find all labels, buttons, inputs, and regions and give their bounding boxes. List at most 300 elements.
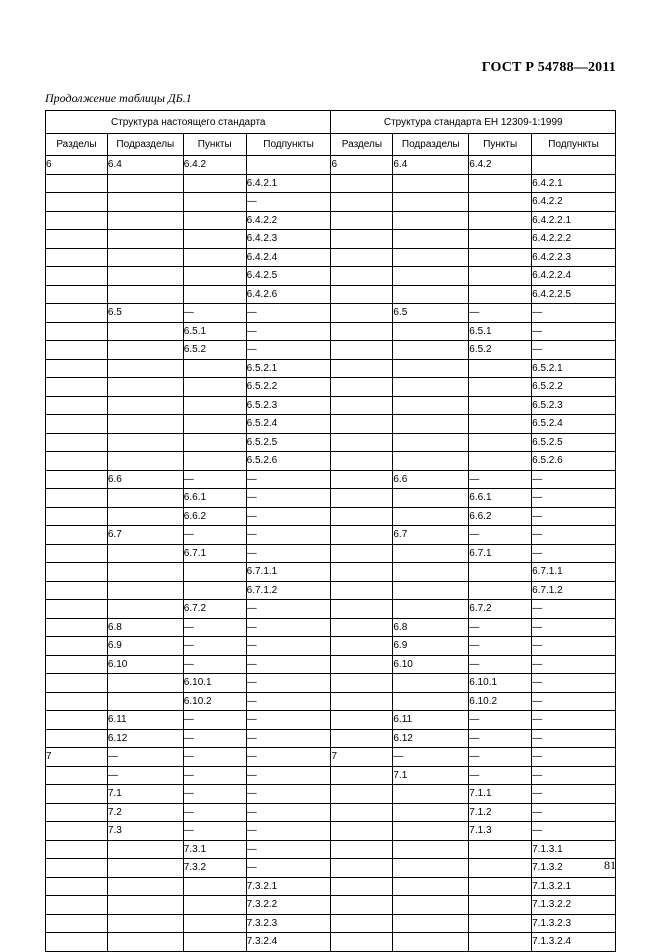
table-cell: — (183, 785, 246, 804)
table-row (46, 526, 616, 545)
table-cell: — (469, 748, 532, 767)
table-cell: 7.1.3.2.1 (532, 877, 616, 896)
table-cell: 6.7 (107, 526, 183, 545)
table-cell: — (107, 748, 183, 767)
table-cell (331, 803, 393, 822)
table-cell: — (183, 748, 246, 767)
table-cell: 7.3.2.3 (246, 914, 331, 933)
table-row (46, 655, 616, 674)
table-cell (46, 359, 108, 378)
table-cell (46, 581, 108, 600)
table-cell (393, 174, 469, 193)
table-cell: — (246, 803, 331, 822)
table-cell: 6.4.2 (183, 156, 246, 175)
table-cell (331, 415, 393, 434)
table-cell: 7.3 (107, 822, 183, 841)
table-cell (331, 230, 393, 249)
table-cell: — (532, 803, 616, 822)
table-cell (183, 285, 246, 304)
table-cell: — (183, 655, 246, 674)
table-cell (46, 544, 108, 563)
table-cell: — (532, 785, 616, 804)
table-cell: 6.9 (107, 637, 183, 656)
table-cell: 6.4.2.2.1 (532, 211, 616, 230)
table-cell: 6.6.1 (183, 489, 246, 508)
table-cell (393, 822, 469, 841)
table-cell (469, 378, 532, 397)
table-cell: — (469, 637, 532, 656)
table-cell: 6.10.1 (183, 674, 246, 693)
table-cell (107, 563, 183, 582)
table-cell: 6.5.2.1 (246, 359, 331, 378)
table-cell (331, 766, 393, 785)
table-cell (393, 415, 469, 434)
table-cell (331, 267, 393, 286)
table-row (46, 396, 616, 415)
table-cell (107, 211, 183, 230)
table-cell: 6.5.2.3 (532, 396, 616, 415)
column-header-subclauses-right: Подпункты (532, 134, 616, 156)
table-cell: — (469, 711, 532, 730)
table-cell: 6.7 (393, 526, 469, 545)
table-cell: — (246, 470, 331, 489)
group-header-row (46, 111, 616, 134)
table-cell: — (246, 711, 331, 730)
table-cell (393, 840, 469, 859)
table-cell (393, 600, 469, 619)
table-cell: 6.4.2.5 (246, 267, 331, 286)
table-cell (331, 322, 393, 341)
table-row (46, 785, 616, 804)
table-cell (46, 859, 108, 878)
table-row (46, 822, 616, 841)
table-cell (46, 933, 108, 952)
table-cell (107, 267, 183, 286)
table-cell (46, 600, 108, 619)
table-cell (331, 581, 393, 600)
table-cell: 6.5.2.4 (246, 415, 331, 434)
table-cell (183, 193, 246, 212)
table-cell: 6.4.2.2.2 (532, 230, 616, 249)
table-cell: — (246, 507, 331, 526)
table-cell: 6.7.1.1 (246, 563, 331, 582)
table-cell (331, 341, 393, 360)
table-row (46, 304, 616, 323)
table-cell: — (532, 489, 616, 508)
table-cell: — (469, 304, 532, 323)
table-cell: 7.1.1 (469, 785, 532, 804)
table-cell (393, 359, 469, 378)
table-cell: 6.8 (107, 618, 183, 637)
table-cell: 6.7.2 (469, 600, 532, 619)
table-cell: 6.5.2.2 (246, 378, 331, 397)
table-cell (331, 193, 393, 212)
table-cell: 6.11 (107, 711, 183, 730)
table-cell: — (246, 600, 331, 619)
table-cell: 6.10.2 (183, 692, 246, 711)
table-cell (46, 896, 108, 915)
table-cell (46, 618, 108, 637)
table-cell (107, 914, 183, 933)
table-cell (46, 637, 108, 656)
table-cell (331, 822, 393, 841)
table-row (46, 840, 616, 859)
table-cell: 7.1.3.1 (532, 840, 616, 859)
table-cell (46, 193, 108, 212)
table-cell: — (183, 766, 246, 785)
table-cell (331, 729, 393, 748)
table-cell (393, 396, 469, 415)
column-header-sections-right: Разделы (331, 134, 393, 156)
table-cell: 6.4.2 (469, 156, 532, 175)
table-cell (46, 378, 108, 397)
table-cell: 6.4.2.2.4 (532, 267, 616, 286)
table-cell: 6.5 (107, 304, 183, 323)
table-cell (46, 452, 108, 471)
table-row (46, 230, 616, 249)
table-cell (107, 896, 183, 915)
table-cell (331, 378, 393, 397)
table-cell (46, 766, 108, 785)
table-row (46, 748, 616, 767)
table-cell (183, 378, 246, 397)
table-cell: 6.4.2.1 (532, 174, 616, 193)
table-cell (393, 933, 469, 952)
table-cell: 7.3.2 (183, 859, 246, 878)
table-row (46, 507, 616, 526)
table-cell: 6.4.2.2 (246, 211, 331, 230)
table-cell (183, 248, 246, 267)
table-cell: 6.5.2.3 (246, 396, 331, 415)
table-cell: 6.4 (393, 156, 469, 175)
table-row (46, 600, 616, 619)
table-cell (469, 933, 532, 952)
table-cell (469, 914, 532, 933)
table-cell: 6.12 (107, 729, 183, 748)
table-cell (469, 896, 532, 915)
table-caption: Продолжение таблицы ДБ.1 (45, 91, 192, 105)
table-cell (46, 729, 108, 748)
table-cell (393, 581, 469, 600)
table-row (46, 267, 616, 286)
table-cell: — (532, 766, 616, 785)
table-cell (331, 452, 393, 471)
table-cell: 7.1.3.2 (532, 859, 616, 878)
table-cell (393, 193, 469, 212)
table-cell (331, 711, 393, 730)
table-cell (183, 359, 246, 378)
table-cell (46, 433, 108, 452)
table-cell: 6.12 (393, 729, 469, 748)
table-cell (46, 341, 108, 360)
table-row (46, 637, 616, 656)
table-cell: 7 (46, 748, 108, 767)
group-header-en-standard: Структура стандарта ЕН 12309-1:1999 (331, 111, 616, 134)
table-cell (46, 211, 108, 230)
table-cell (331, 859, 393, 878)
table-row (46, 359, 616, 378)
table-cell (393, 433, 469, 452)
table-cell: 7.3.2.1 (246, 877, 331, 896)
table-cell (183, 230, 246, 249)
table-cell: 7.1.3 (469, 822, 532, 841)
table-cell (107, 285, 183, 304)
standard-code-header: ГОСТ Р 54788—2011 (481, 60, 616, 75)
table-cell: 6.4 (107, 156, 183, 175)
table-cell: — (246, 193, 331, 212)
table-cell (393, 248, 469, 267)
table-cell (331, 896, 393, 915)
table-cell: — (532, 544, 616, 563)
table-cell: 7.3.2.4 (246, 933, 331, 952)
table-row (46, 544, 616, 563)
table-cell (532, 156, 616, 175)
table-cell (331, 674, 393, 693)
table-cell: — (183, 729, 246, 748)
table-cell: 6.10.1 (469, 674, 532, 693)
table-cell (469, 433, 532, 452)
table-cell: — (246, 341, 331, 360)
table-cell (469, 840, 532, 859)
table-row (46, 859, 616, 878)
table-row (46, 692, 616, 711)
table-row (46, 322, 616, 341)
table-cell (469, 248, 532, 267)
table-cell (46, 840, 108, 859)
table-cell: — (246, 544, 331, 563)
table-cell (183, 433, 246, 452)
table-cell (46, 470, 108, 489)
table-cell: — (532, 507, 616, 526)
table-cell (393, 692, 469, 711)
table-cell (46, 489, 108, 508)
table-cell: — (246, 748, 331, 767)
table-cell (183, 267, 246, 286)
table-cell (183, 896, 246, 915)
table-cell: — (246, 304, 331, 323)
table-cell (331, 359, 393, 378)
table-cell: 6.10 (107, 655, 183, 674)
table-cell (107, 174, 183, 193)
table-cell: — (183, 822, 246, 841)
table-cell (393, 452, 469, 471)
table-cell (107, 396, 183, 415)
table-cell (46, 877, 108, 896)
table-cell: — (183, 803, 246, 822)
table-cell: — (246, 785, 331, 804)
table-cell (331, 914, 393, 933)
table-cell (46, 304, 108, 323)
table-cell: 6.5.1 (469, 322, 532, 341)
table-cell: — (469, 618, 532, 637)
table-cell: 6.7.1 (183, 544, 246, 563)
column-header-subsections-right: Подразделы (393, 134, 469, 156)
table-cell: 6.5.2.4 (532, 415, 616, 434)
column-header-subclauses-left: Подпункты (246, 134, 331, 156)
table-cell (183, 452, 246, 471)
table-cell: 6.6.2 (183, 507, 246, 526)
table-cell (46, 692, 108, 711)
table-cell: — (183, 470, 246, 489)
table-cell: 6.5.2.1 (532, 359, 616, 378)
table-cell: 6.7.1.2 (532, 581, 616, 600)
table-cell (46, 822, 108, 841)
table-cell (331, 840, 393, 859)
table-cell (331, 248, 393, 267)
table-cell: — (183, 711, 246, 730)
table-cell (46, 230, 108, 249)
table-cell (469, 452, 532, 471)
table-cell (469, 563, 532, 582)
table-cell (393, 803, 469, 822)
table-cell: 6.4.2.3 (246, 230, 331, 249)
table-cell (469, 581, 532, 600)
table-cell: 6.4.2.2.3 (532, 248, 616, 267)
table-row (46, 174, 616, 193)
table-cell: 6.4.2.1 (246, 174, 331, 193)
table-row (46, 470, 616, 489)
table-cell: — (183, 304, 246, 323)
table-cell (469, 285, 532, 304)
table-cell (183, 877, 246, 896)
table-cell: — (183, 526, 246, 545)
table-cell: — (469, 729, 532, 748)
table-cell: — (246, 322, 331, 341)
table-cell: — (246, 655, 331, 674)
table-cell (107, 230, 183, 249)
comparison-table (45, 110, 616, 952)
table-row (46, 415, 616, 434)
table-cell: 6.6.1 (469, 489, 532, 508)
table-cell (107, 489, 183, 508)
table-cell: — (393, 748, 469, 767)
table-cell (46, 396, 108, 415)
table-row (46, 729, 616, 748)
table-cell (331, 785, 393, 804)
table-row (46, 433, 616, 452)
table-cell (107, 877, 183, 896)
table-cell (107, 341, 183, 360)
table-cell (331, 507, 393, 526)
table-cell (393, 877, 469, 896)
table-row (46, 285, 616, 304)
table-cell (393, 267, 469, 286)
table-cell: — (246, 637, 331, 656)
table-cell (469, 211, 532, 230)
table-cell (469, 230, 532, 249)
table-cell (107, 378, 183, 397)
table-cell (46, 267, 108, 286)
table-cell: — (532, 637, 616, 656)
table-cell: — (532, 470, 616, 489)
table-cell (331, 563, 393, 582)
table-cell: 6.11 (393, 711, 469, 730)
table-cell (107, 544, 183, 563)
table-cell: — (532, 822, 616, 841)
table-cell (331, 470, 393, 489)
table-cell (46, 526, 108, 545)
table-cell: — (532, 304, 616, 323)
table-cell (46, 415, 108, 434)
table-cell: 6.6.2 (469, 507, 532, 526)
table-cell: 7.1.3.2.4 (532, 933, 616, 952)
table-cell (107, 248, 183, 267)
table-cell: — (532, 748, 616, 767)
table-cell: — (246, 489, 331, 508)
table-cell: 6.5.2.5 (246, 433, 331, 452)
table-cell (183, 914, 246, 933)
table-cell: — (532, 655, 616, 674)
table-cell (393, 544, 469, 563)
table-cell (107, 359, 183, 378)
table-row (46, 896, 616, 915)
table-cell: 6.4.2.2 (532, 193, 616, 212)
table-cell (331, 544, 393, 563)
table-row (46, 563, 616, 582)
table-cell (46, 785, 108, 804)
table-cell (183, 563, 246, 582)
table-cell (107, 692, 183, 711)
column-header-clauses-right: Пункты (469, 134, 532, 156)
table-cell (331, 285, 393, 304)
table-cell (393, 285, 469, 304)
table-cell: 7.1.2 (469, 803, 532, 822)
table-cell (331, 174, 393, 193)
table-body (46, 156, 616, 952)
table-cell: — (469, 470, 532, 489)
table-cell (331, 526, 393, 545)
table-cell (393, 896, 469, 915)
table-row (46, 933, 616, 952)
table-cell: — (532, 729, 616, 748)
table-cell (331, 211, 393, 230)
table-cell (107, 433, 183, 452)
table-cell (183, 933, 246, 952)
table-cell (393, 322, 469, 341)
table-cell (107, 859, 183, 878)
column-header-subsections-left: Подразделы (107, 134, 183, 156)
table-row (46, 248, 616, 267)
table-row (46, 489, 616, 508)
table-cell (469, 174, 532, 193)
table-row (46, 211, 616, 230)
table-cell: — (469, 526, 532, 545)
table-cell: 6.5.2 (469, 341, 532, 360)
table-row (46, 674, 616, 693)
table-cell: 7.3.2.2 (246, 896, 331, 915)
table-row (46, 766, 616, 785)
table-row (46, 618, 616, 637)
column-header-row (46, 134, 616, 156)
table-cell: — (469, 766, 532, 785)
table-cell: 6.10.2 (469, 692, 532, 711)
table-cell: — (183, 618, 246, 637)
table-head (46, 111, 616, 156)
table-cell: — (532, 618, 616, 637)
table-cell (107, 674, 183, 693)
table-cell: 6.4.2.4 (246, 248, 331, 267)
table-cell (46, 322, 108, 341)
table-cell: — (532, 674, 616, 693)
table-cell (46, 803, 108, 822)
table-cell: 7.1 (107, 785, 183, 804)
table-cell: 6.6 (107, 470, 183, 489)
table-cell: — (183, 637, 246, 656)
table-row (46, 914, 616, 933)
table-cell: 6 (46, 156, 108, 175)
table-cell: 6.7.2 (183, 600, 246, 619)
table-cell: 6.5.1 (183, 322, 246, 341)
